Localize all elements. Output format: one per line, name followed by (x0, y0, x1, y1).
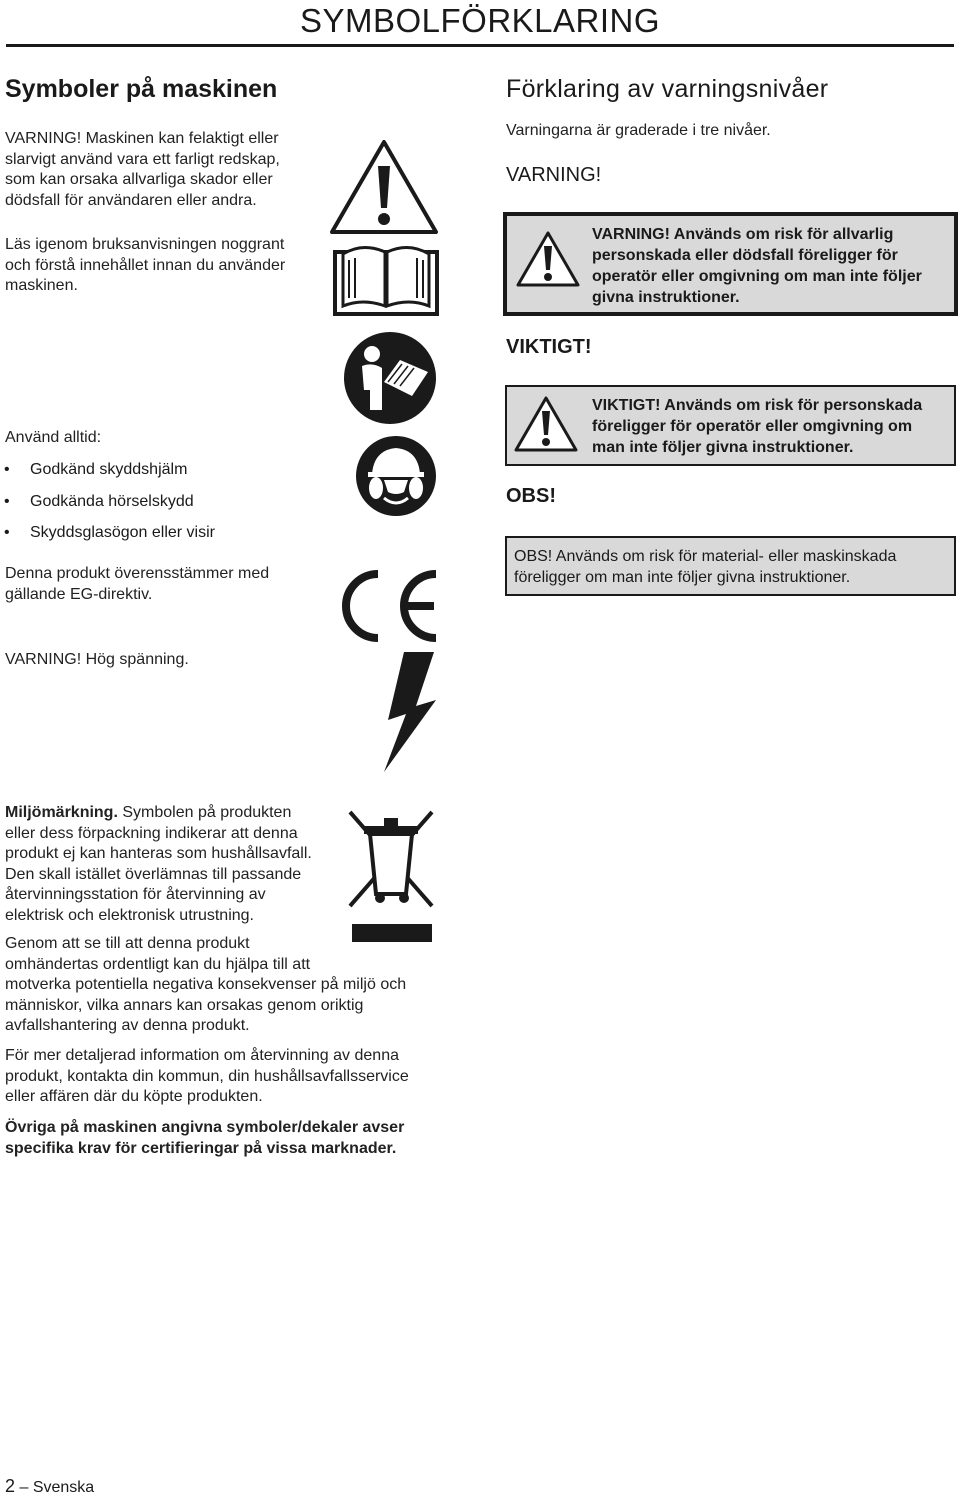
text-line: VARNING! Maskinen kan felaktigt eller (5, 130, 279, 147)
bullet-item: • Skyddsglasögon eller visir (30, 523, 215, 543)
section-heading-symbols: Symboler på maskinen (5, 75, 278, 103)
ce-mark-icon (334, 570, 440, 642)
warning-triangle-icon (328, 138, 440, 236)
text-line: VARNING! Används om risk för allvarlig (592, 226, 894, 243)
text-line: maskinen. (5, 277, 78, 294)
footer-language: Svenska (32, 1479, 95, 1496)
text-line: människor, vilka annars kan orsakas genom oriktig (5, 996, 364, 1014)
always-use-label: Använd alltid: (5, 429, 102, 446)
text-line (5, 803, 335, 824)
warning-triangle-icon (515, 230, 581, 288)
high-voltage-icon (378, 650, 442, 774)
text-line: omhändertas ordentligt kan du hjälpa till att (5, 955, 311, 973)
read-manual-paragraph (5, 235, 325, 297)
text-line: eller affären där du köpte produkten. (5, 1088, 263, 1105)
helmet-ear-protection-icon (354, 434, 438, 518)
level-label-warning: VARNING! (506, 164, 602, 186)
level-label-note: OBS! (506, 485, 556, 507)
warning-triangle-icon (513, 395, 579, 453)
certification-paragraph (5, 1118, 465, 1159)
header-rule (6, 44, 954, 47)
footer-dash: – (19, 1479, 29, 1496)
warning-paragraph (5, 129, 325, 211)
text-line: slarvigt använd vara ett farligt redskap, (5, 150, 280, 168)
page-number: 2 (5, 1476, 16, 1496)
disposal-paragraph (5, 934, 445, 1037)
note-box-text (514, 546, 954, 588)
high-voltage-label: VARNING! Hög spänning. (5, 651, 189, 668)
text-line: Genom att se till att denna produkt (5, 935, 250, 952)
important-box (505, 385, 956, 466)
text-line: man inte följer givna instruktioner. (592, 439, 854, 456)
text-line: Läs igenom bruksanvisningen noggrant (5, 236, 285, 253)
text-line: För mer detaljerad information om återvinning av denna (5, 1047, 399, 1064)
text-line: avfallshantering av denna produkt. (5, 1017, 250, 1034)
page-title: SYMBOLFÖRKLARING (299, 2, 661, 39)
text-line: eller dess förpackning indikerar att denna (5, 824, 298, 842)
text-line: motverka potentiella negativa konsekvenser på miljö och (5, 976, 407, 993)
levels-intro: Varningarna är graderade i tre nivåer. (506, 122, 771, 139)
text-line: OBS! Används om risk för material- eller maskinskada (514, 548, 897, 565)
text-line: som kan orsaka allvarliga skador eller (5, 171, 273, 188)
environment-bold-label: Miljömärkning. (5, 804, 118, 821)
text-line: föreligger för operatör eller omgivning om (592, 418, 913, 435)
section-heading-levels: Förklaring av varningsnivåer (506, 75, 829, 103)
read-manual-icon (342, 330, 438, 426)
text-line: produkt ej kan hanteras som hushållsavfall. (5, 845, 312, 862)
text-line: gällande EG-direktiv. (5, 585, 153, 603)
text-line: Den skall istället överlämnas till passande (5, 865, 302, 883)
text-line: givna instruktioner. (592, 289, 740, 306)
text-line: Övriga på maskinen angivna symboler/dekaler avser (5, 1119, 405, 1136)
warning-box (503, 212, 958, 316)
manual-book-icon (333, 240, 439, 316)
level-label-important: VIKTIGT! (506, 336, 592, 358)
text-line: föreligger om man inte följer givna instruktioner. (514, 569, 851, 586)
warning-box-text (592, 224, 952, 308)
bullet-item: • Godkända hörselskydd (30, 492, 194, 512)
note-box (505, 536, 956, 596)
text-line: personskada eller dödsfall föreligger för (592, 247, 898, 264)
text-line: elektrisk och elektronisk utrustning. (5, 906, 254, 924)
text-span: Symbolen på produkten (117, 804, 292, 821)
text-line: operatör eller omgivning om man inte följer (592, 268, 922, 285)
text-line: Denna produkt överensstämmer med (5, 565, 270, 582)
ce-paragraph (5, 564, 325, 605)
text-line: återvinningsstation för återvinning av (5, 886, 266, 903)
bullet-item: • Godkänd skyddshjälm (30, 460, 187, 480)
text-line: dödsfall för användaren eller andra. (5, 191, 257, 209)
text-line: VIKTIGT! Används om risk för personskada (592, 397, 923, 414)
text-line: och förstå innehållet innan du använder (5, 256, 286, 274)
crossed-bin-icon (346, 808, 436, 946)
text-line: produkt, kontakta din kommun, din hushållsavfallsservice (5, 1067, 409, 1085)
text-line: specifika krav för certifieringar på vissa marknader. (5, 1139, 397, 1157)
environment-paragraph (5, 803, 335, 926)
important-box-text (592, 395, 952, 458)
info-paragraph (5, 1046, 465, 1108)
